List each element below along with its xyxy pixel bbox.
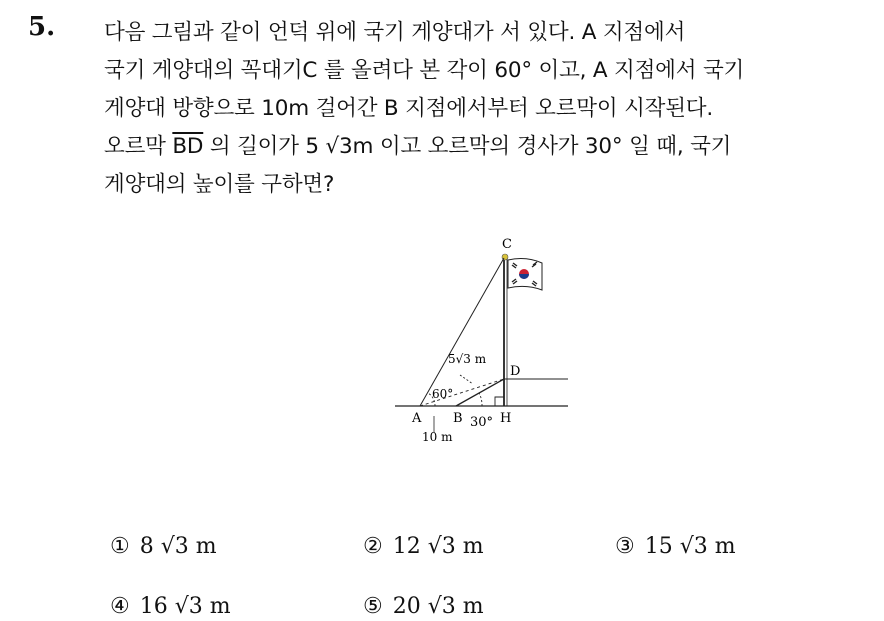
choice-number: ⑤ <box>363 594 383 619</box>
angle-b-arc <box>479 393 482 406</box>
label-d: D <box>510 364 521 379</box>
right-angle-mark <box>495 397 504 406</box>
question-line: 국기 게양대의 꼭대기C 를 올려다 본 각이 60° 이고, A 지점에서 국기 <box>104 58 745 83</box>
question-line: 게양대의 높이를 구하면? <box>104 172 335 197</box>
flagpole-figure <box>390 232 580 452</box>
choice-4[interactable] <box>110 594 231 619</box>
question-line: 게양대 방향으로 10m 걸어간 B 지점에서부터 오르막이 시작된다. <box>104 96 713 121</box>
choice-text: 15 √3 m <box>644 534 736 559</box>
choice-text: 12 √3 m <box>392 534 484 559</box>
sightline-ac <box>420 258 504 406</box>
choice-number: ① <box>110 534 130 559</box>
label-bd-length: 5√3 m <box>448 352 487 366</box>
question-text <box>104 14 864 204</box>
choice-2[interactable] <box>363 534 484 559</box>
choice-text: 16 √3 m <box>139 594 231 619</box>
label-angle-b: 30° <box>470 415 494 430</box>
choice-text: 20 √3 m <box>392 594 484 619</box>
choice-number: ④ <box>110 594 130 619</box>
slope-bd <box>456 379 504 406</box>
choice-5[interactable] <box>363 594 484 619</box>
choice-number: ② <box>363 534 383 559</box>
label-h: H <box>500 411 512 426</box>
question-line: 다음 그림과 같이 언덕 위에 국기 게양대가 서 있다. A 지점에서 <box>104 20 686 45</box>
choice-number: ③ <box>615 534 635 559</box>
choice-3[interactable] <box>615 534 736 559</box>
bd-length-mark <box>460 375 473 384</box>
taegukgi-flag-icon <box>508 259 542 290</box>
question-line <box>104 128 864 166</box>
question-line-part: 의 길이가 5 √3m 이고 오르막의 경사가 30° 일 때, 국기 <box>203 134 732 159</box>
label-ab-length: 10 m <box>422 430 453 444</box>
label-b: B <box>453 411 463 426</box>
choice-1[interactable] <box>110 534 217 559</box>
segment-bd-label: $\overline{BD}$ <box>172 134 204 159</box>
question-line-part: 오르막 <box>104 134 173 159</box>
label-a: A <box>412 411 422 426</box>
choice-text: 8 √3 m <box>139 534 217 559</box>
label-angle-a: 60° <box>432 387 454 401</box>
question-number: 5. <box>28 12 56 42</box>
label-c: C <box>502 237 512 252</box>
